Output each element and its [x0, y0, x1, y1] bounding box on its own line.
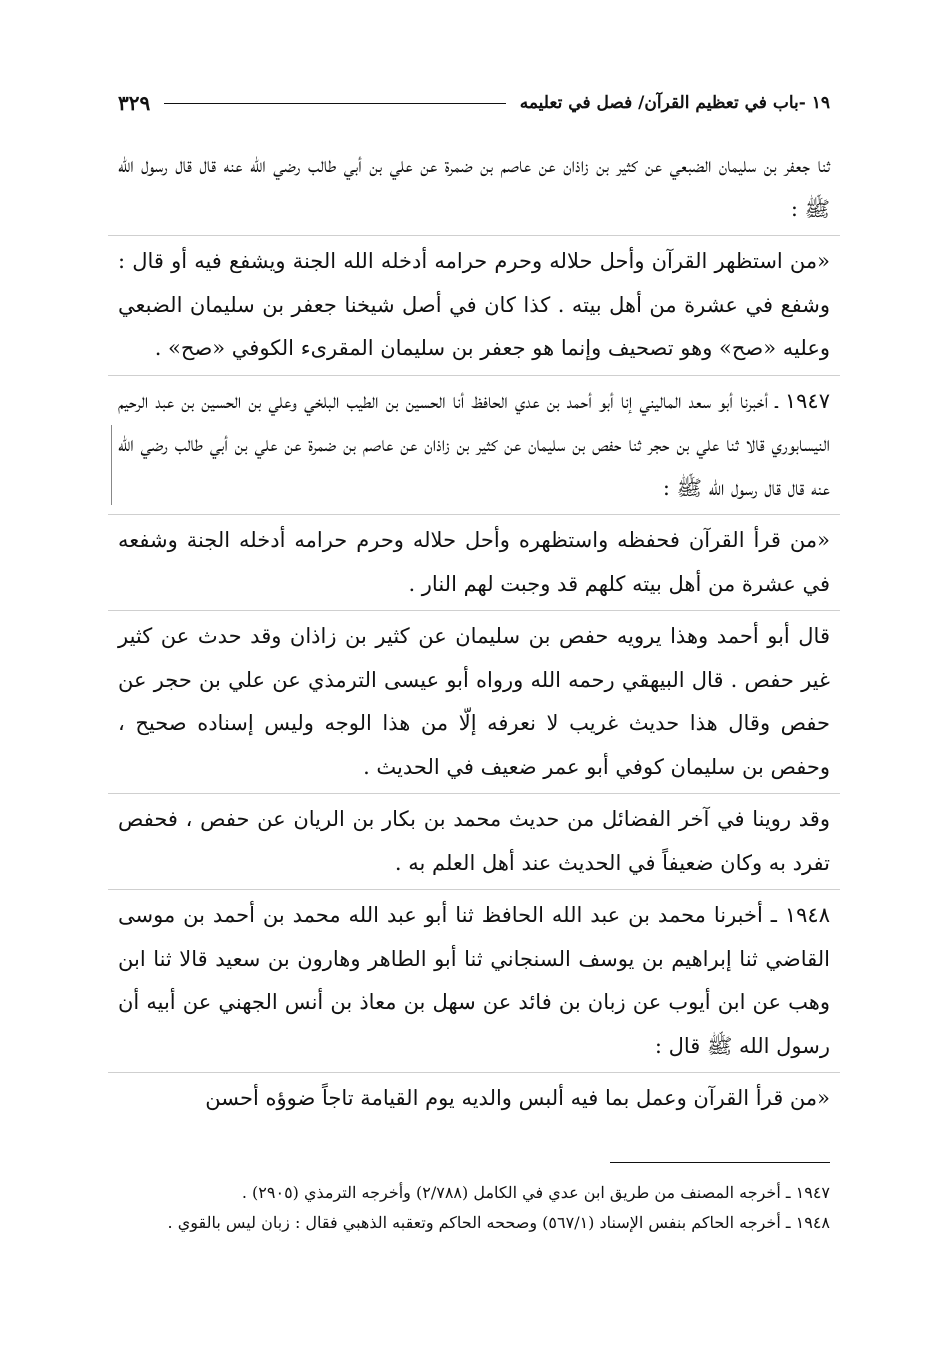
paragraph-commentary: قال أبو أحمد وهذا يرويه حفص بن سليمان عن كثير بن زاذان وقد حدث عن كثير غير حفص . قال البيهقي رحمه الله ورواه أبو عيسى الترمذي عن علي بن حجر عن حفص وقال هذا حديث غريب لا نعرفه إلّا من هذا الوجه وليس إسناده صحيح ، وحفص بن سليمان كوفي أبو عمر ضعيف في الحديث .	[118, 624, 830, 779]
paragraph-hadith-1947: ١٩٤٧ ـ أخبرنا أبو سعد الماليني إنا أبو أحمد بن عدي الحافظ أنا الحسين بن الطيب البلخي وعلي بن الحسين بن عبد الرحيم النيسابوري قالا ثنا علي بن حجر ثنا حفص بن سليمان عن كثير بن زاذان عن عاصم بن ضمرة عن علي بن أبي طالب رضي الله عنه قال قال رسول الله ﷺ :	[118, 388, 830, 500]
paragraph-separator	[108, 375, 840, 376]
paragraph-separator	[108, 1072, 840, 1073]
paragraph-hadith-1948: ١٩٤٨ ـ أخبرنا محمد بن عبد الله الحافظ ثنا أبو عبد الله محمد بن أحمد بن موسى القاضي ثنا إبراهيم بن يوسف السنجاني ثنا أبو الطاهر وهارون بن سعيد قالا ثنا ابن وهب عن ابن أيوب عن زبان بن فائد عن سهل بن معاذ بن أنس الجهني عن أبيه أن رسول الله ﷺ قال :	[118, 903, 830, 1058]
footnotes	[118, 1178, 830, 1238]
paragraph-isnad-continuation: ثنا جعفر بن سليمان الضبعي عن كثير بن زاذان عن عاصم بن ضمرة عن علي بن أبي طالب رضي الله عنه قال قال رسول الله ﷺ :	[118, 153, 830, 221]
paragraph-separator	[108, 793, 840, 794]
running-header	[118, 88, 830, 118]
paragraph-hadith-1947-text: «من قرأ القرآن فحفظه واستظهره وأحل حلاله وحرم حرامه أدخله الجنة وشفعه في عشرة من أهل بيته كلهم قد وجبت لهم النار .	[118, 528, 830, 596]
footnote-1948: ١٩٤٨ ـ أخرجه الحاكم بنفس الإسناد (٥٦٧/١) وصححه الحاكم وتعقبه الذهبي فقال : زبان ليس بالقوي .	[167, 1213, 830, 1232]
chapter-title: ١٩ -باب في تعظيم القرآن/ فصل في تعليمه	[519, 93, 830, 113]
paragraph-hadith-text: «من استظهر القرآن وأحل حلاله وحرم حرامه أدخله الله الجنة ويشفع فيه أو قال : وشفع في عشرة من أهل بيته . كذا كان في أصل شيخنا جعفر بن سليمان الضبعي وعليه «صح» وهو تصحيف وإنما هو جعفر بن سليمان المقرىء الكوفي «صح» .	[118, 249, 830, 360]
footnote-rule	[610, 1162, 830, 1163]
main-text	[118, 144, 830, 1121]
paragraph-separator	[108, 889, 840, 890]
footnote-1947: ١٩٤٧ ـ أخرجه المصنف من طريق ابن عدي في الكامل (٢/٧٨٨) وأخرجه الترمذي (٢٩٠٥) .	[241, 1183, 830, 1202]
paragraph-hadith-1948-text: «من قرأ القرآن وعمل بما فيه ألبس والديه يوم القيامة تاجاً ضوؤه أحسن	[205, 1086, 830, 1110]
header-rule	[164, 103, 506, 104]
page-number: ٣٢٩	[118, 91, 151, 115]
paragraph-separator	[108, 610, 840, 611]
margin-line	[111, 425, 112, 505]
paragraph-separator	[108, 514, 840, 515]
paragraph-separator	[108, 235, 840, 236]
paragraph-commentary-2: وقد روينا في آخر الفضائل من حديث محمد بن بكار بن الريان عن حفص ، فحفص تفرد به وكان ضعيفاً في الحديث عند أهل العلم به .	[118, 807, 830, 875]
